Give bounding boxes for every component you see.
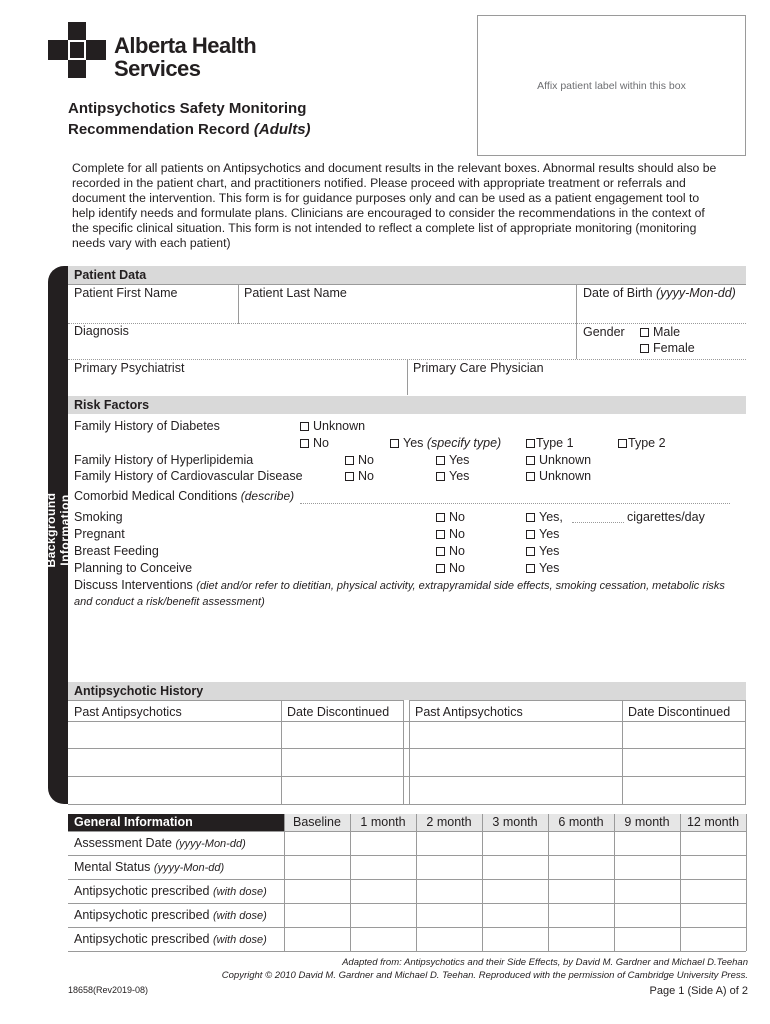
general-cell[interactable] [483,904,548,927]
yes-label: Yes [539,527,560,541]
diagnosis-label: Diagnosis [74,324,129,338]
general-cell[interactable] [615,904,680,927]
row-label-text: Assessment Date [74,836,172,850]
last-name-label: Patient Last Name [244,286,347,300]
general-cell[interactable] [615,880,680,903]
general-cell[interactable] [417,904,482,927]
grid-divider [746,814,747,951]
row-label-note: (yyyy-Mon-dd) [153,862,225,874]
general-column-header: 9 month [614,814,680,831]
yes-label: Yes [449,453,470,467]
intro-line: needs vary with each patient) [72,236,231,250]
general-cell[interactable] [615,928,680,951]
smoking-no[interactable] [436,510,465,524]
checkbox[interactable] [526,456,535,465]
diabetes-yes[interactable] [390,436,501,450]
yes-label: Yes [539,544,560,558]
general-cell[interactable] [681,832,746,855]
general-cell[interactable] [681,928,746,951]
checkbox[interactable] [436,564,445,573]
intro-paragraph [72,161,716,251]
type2-label: Type 2 [628,436,666,450]
form-title [68,98,311,140]
hyperlipidemia-yes[interactable] [436,453,469,467]
checkbox[interactable] [526,472,535,481]
patient-label-box [477,15,746,156]
conceive-no[interactable] [436,561,465,575]
general-cell[interactable] [549,832,614,855]
checkbox[interactable] [390,439,399,448]
unknown-label: Unknown [539,469,592,483]
checkbox[interactable] [526,564,535,573]
general-cell[interactable] [285,904,350,927]
dob-format: (yyyy-Mon-dd) [655,286,736,300]
hyperlipidemia-unknown[interactable] [526,453,591,467]
grid-divider [68,951,746,952]
checkbox[interactable] [526,513,535,522]
general-cell[interactable] [417,856,482,879]
no-label: No [358,469,374,483]
pregnant-yes[interactable] [526,527,559,541]
past-antipsychotics-right: Past Antipsychotics [415,705,523,719]
org-name-line2: Services [114,56,201,81]
checkbox[interactable] [640,328,649,337]
general-cell[interactable] [351,904,416,927]
checkbox[interactable] [526,547,535,556]
diabetes-unknown[interactable] [300,419,365,433]
comorbid-text: Comorbid Medical Conditions [74,489,238,503]
general-cell[interactable] [483,928,548,951]
general-cell[interactable] [417,832,482,855]
smoking-label: Smoking [74,510,123,524]
gender-male-option[interactable] [640,325,680,339]
general-cell[interactable] [549,904,614,927]
general-row-label [74,932,267,946]
checkbox[interactable] [300,422,309,431]
checkbox[interactable] [300,439,309,448]
hyperlipidemia-label: Family History of Hyperlipidemia [74,453,254,467]
checkbox[interactable] [436,530,445,539]
diabetes-type1[interactable] [526,436,574,450]
general-cell[interactable] [483,832,548,855]
row-label-text: Antipsychotic prescribed [74,884,210,898]
page-number: Page 1 (Side A) of 2 [649,985,748,997]
comorbid-input-line[interactable] [300,503,730,504]
discuss-note-line2: and conduct a risk/benefit assessment) [74,596,265,608]
checkbox[interactable] [436,513,445,522]
pregnant-no[interactable] [436,527,465,541]
checkbox[interactable] [436,456,445,465]
general-column-header: Baseline [284,814,350,831]
general-cell[interactable] [549,880,614,903]
intro-line: Complete for all patients on Antipsychotics and document results in the relevant boxes. Abnormal results should also be [72,161,717,175]
general-cell[interactable] [351,928,416,951]
background-info-tab-label: Background Information [44,492,72,568]
discuss-note: (diet and/or refer to dietitian, physical activity, extrapyramidal side effects, smoking cessation, metabolic risks [196,580,725,592]
general-cell[interactable] [285,832,350,855]
general-cell[interactable] [549,856,614,879]
form-title-adults: (Adults) [253,121,311,138]
no-label: No [449,510,465,524]
general-cell[interactable] [417,880,482,903]
form-title-line2: Recommendation Record [68,121,250,138]
yes-label: Yes, [539,510,563,524]
breast-feeding-no[interactable] [436,544,465,558]
date-discontinued-right: Date Discontinued [628,705,731,719]
yes-label: Yes [449,469,470,483]
dob-text: Date of Birth [583,286,653,300]
cardio-label: Family History of Cardiovascular Disease [74,469,303,483]
general-cell[interactable] [285,880,350,903]
general-header: General Information [68,814,284,831]
ahs-cross-icon [48,22,106,78]
first-name-label: Patient First Name [74,286,178,300]
intro-line: the specific clinical situation. This form is not intended to reflect a complete list of appropriate monitoring (monitoring [72,221,697,235]
comorbid-label [74,489,294,503]
general-cell[interactable] [483,880,548,903]
yes-label: Yes [539,561,560,575]
male-label: Male [653,325,681,339]
general-column-header: 1 month [350,814,416,831]
general-row-label [74,836,246,850]
general-cell[interactable] [615,856,680,879]
checkbox[interactable] [345,472,354,481]
discuss-text: Discuss Interventions [74,578,193,592]
describe-note: (describe) [240,489,295,503]
gender-label: Gender [583,325,625,339]
cardio-yes[interactable] [436,469,469,483]
form-title-line1: Antipsychotics Safety Monitoring [68,100,307,117]
ahs-logo [48,22,106,78]
intro-line: document the intervention. This form is for guidance purposes only and can be used as a patient engagement tool to [72,191,700,205]
org-name [114,34,256,80]
general-column-header: 3 month [482,814,548,831]
checkbox[interactable] [526,530,535,539]
form-number: 18658(Rev2019-08) [68,985,149,995]
row-label-text: Antipsychotic prescribed [74,908,210,922]
discuss-label [74,578,725,592]
general-column-header: 6 month [548,814,614,831]
checkbox[interactable] [345,456,354,465]
row-label-note: (yyyy-Mon-dd) [175,838,246,850]
pcp-label: Primary Care Physician [413,361,544,375]
checkbox[interactable] [436,547,445,556]
conceive-yes[interactable] [526,561,559,575]
type1-label: Type 1 [536,436,574,450]
general-cell[interactable] [285,856,350,879]
general-cell[interactable] [483,856,548,879]
pregnant-label: Pregnant [74,527,125,541]
row-label-text: Antipsychotic prescribed [74,932,210,946]
checkbox[interactable] [526,439,535,448]
general-row-label [74,908,267,922]
general-row-label [74,884,267,898]
background-info-tab [44,266,72,804]
row-label-text: Mental Status [74,860,151,874]
cigarettes-input-line[interactable] [572,522,624,523]
general-column-header: 12 month [680,814,746,831]
specify-note: (specify type) [426,436,502,450]
general-cell[interactable] [285,928,350,951]
no-label: No [358,453,374,467]
checkbox[interactable] [640,344,649,353]
copyright: Copyright © 2010 David M. Gardner and Michael D. Teehan. Reproduced with the permission of Cambridge University Press. [221,970,748,981]
cardio-no[interactable] [345,469,374,483]
general-cell[interactable] [417,928,482,951]
general-column-header: 2 month [416,814,482,831]
no-label: No [449,561,465,575]
diabetes-label: Family History of Diabetes [74,419,220,433]
date-discontinued-left: Date Discontinued [287,705,390,719]
general-cell[interactable] [351,880,416,903]
intro-line: recorded in the patient chart, and practitioners notified. Please proceed with appropriate treatment or referrals and [72,176,686,190]
cardio-unknown[interactable] [526,469,591,483]
gender-female-option[interactable] [640,341,695,355]
patient-label-hint: Affix patient label within this box [537,80,686,92]
general-cell[interactable] [681,856,746,879]
org-name-line1: Alberta Health [114,33,257,58]
adapted-from: Adapted from: Antipsychotics and their Side Effects, by David M. Gardner and Michael D.Teehan [342,957,748,968]
no-label: No [313,436,329,450]
past-antipsychotics-left: Past Antipsychotics [74,705,182,719]
diabetes-no[interactable] [300,436,329,450]
yes-label: Yes [403,436,424,450]
general-cell[interactable] [549,928,614,951]
row-label-note: (with dose) [212,886,267,898]
general-cell[interactable] [681,880,746,903]
general-cell[interactable] [681,904,746,927]
breast-feeding-yes[interactable] [526,544,559,558]
patient-data-header: Patient Data [68,266,746,284]
unknown-label: Unknown [313,419,366,433]
unknown-label: Unknown [539,453,592,467]
female-label: Female [653,341,695,355]
psychiatrist-label: Primary Psychiatrist [74,361,185,375]
general-cell[interactable] [351,832,416,855]
diabetes-type2[interactable] [618,436,666,450]
cigarettes-label: cigarettes/day [627,510,705,524]
dob-label [583,286,736,300]
conceive-label: Planning to Conceive [74,561,193,575]
row-label-note: (with dose) [212,934,267,946]
breast-feeding-label: Breast Feeding [74,544,159,558]
no-label: No [449,527,465,541]
general-cell[interactable] [351,856,416,879]
intro-line: help identify needs and formulate plans. Clinicians are encouraged to consider the recommendations in the context of [72,206,705,220]
row-label-note: (with dose) [212,910,267,922]
smoking-yes[interactable] [526,510,563,524]
checkbox[interactable] [618,439,627,448]
risk-factors-header: Risk Factors [68,396,746,414]
history-header: Antipsychotic History [68,682,746,700]
general-row-label [74,860,224,874]
checkbox[interactable] [436,472,445,481]
general-cell[interactable] [615,832,680,855]
no-label: No [449,544,465,558]
hyperlipidemia-no[interactable] [345,453,374,467]
